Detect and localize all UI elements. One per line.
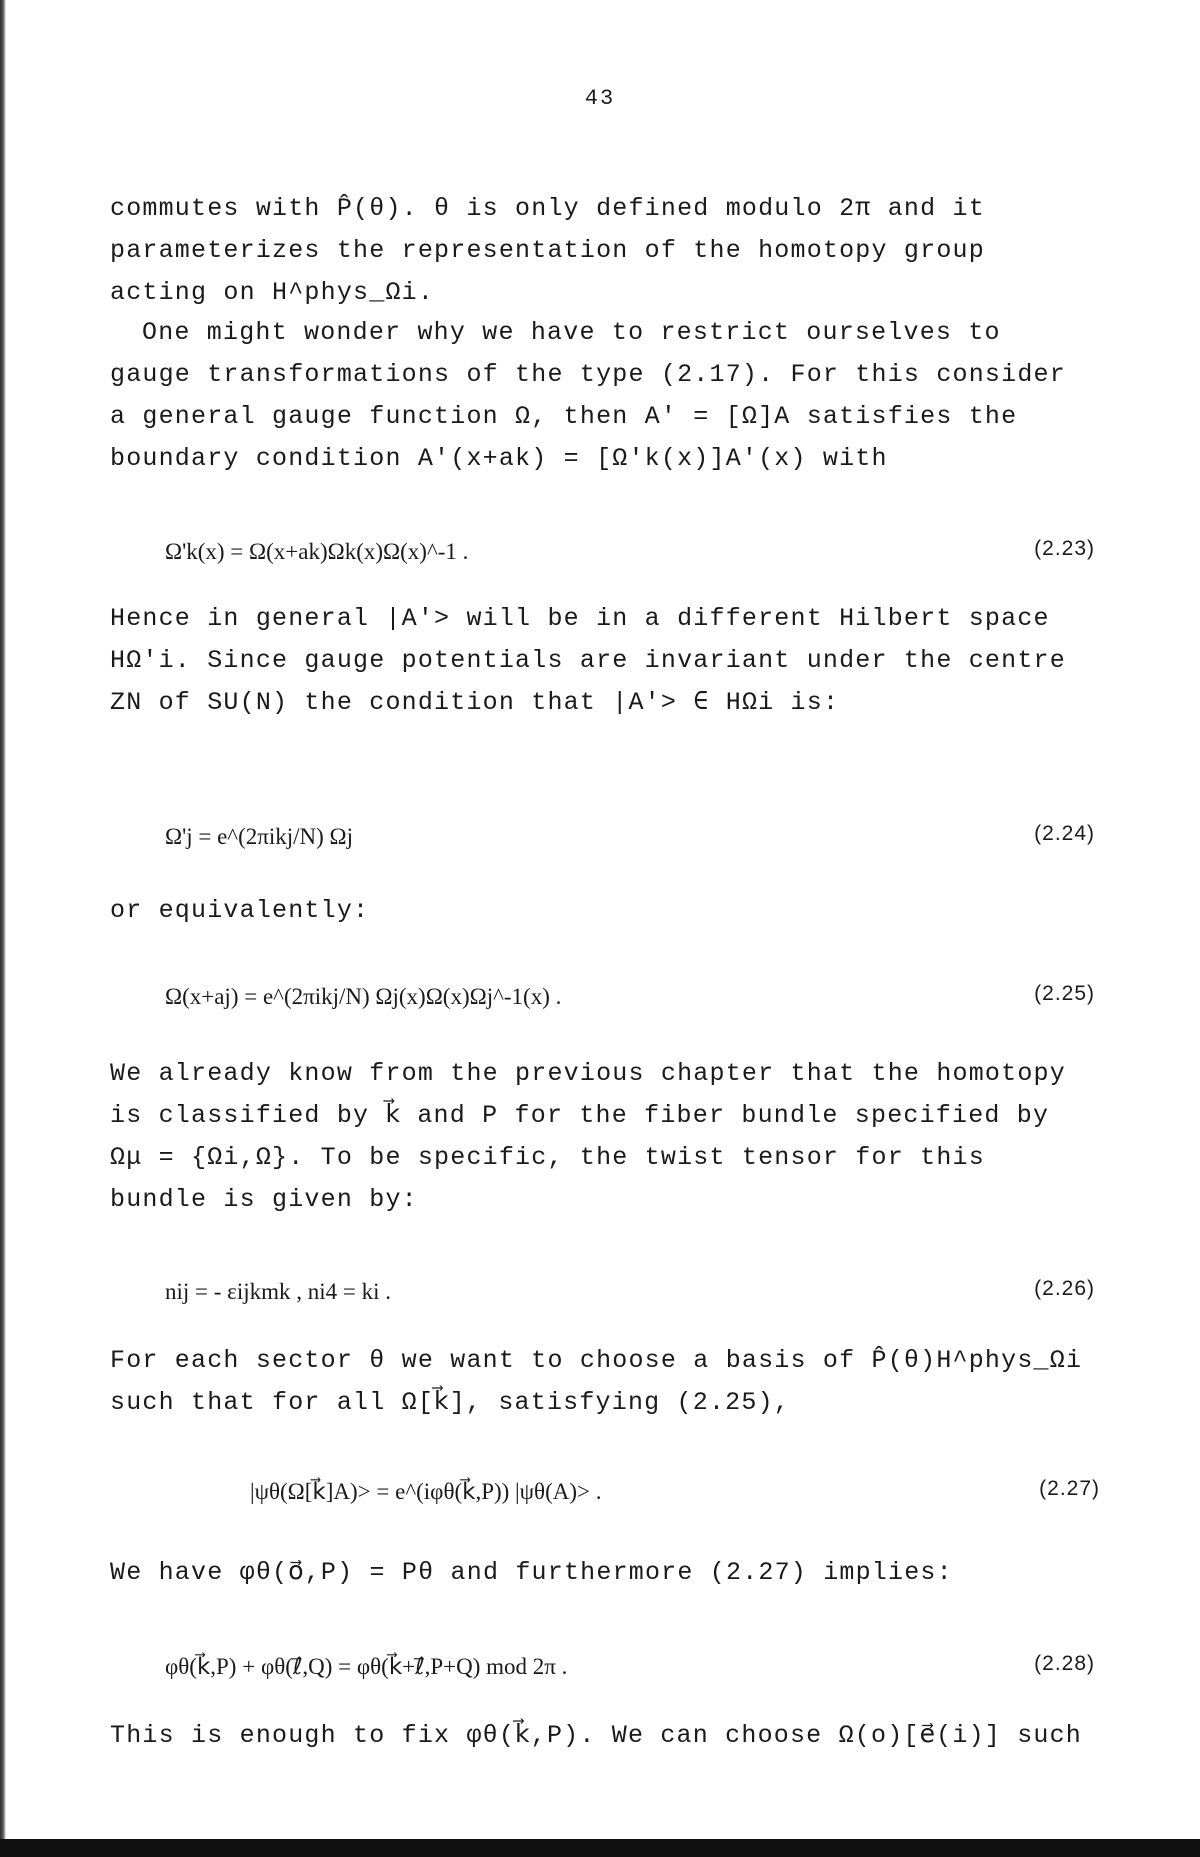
text-line: parameterizes the representation of the homotopy group (110, 236, 985, 265)
text-line: We have φθ(o⃗,P) = Pθ and furthermore (2.27) implies: (110, 1558, 953, 1587)
paragraph-2 (110, 312, 1110, 480)
text-line: ZN of SU(N) the condition that |A'> ∈ HΩi is: (110, 688, 840, 717)
text-line: is classified by k⃗ and P for the fiber bundle specified by (110, 1101, 1050, 1130)
equation-expression: |ψθ(Ω[k⃗]A)> = e^(iφθ(k⃗,P)) |ψθ(A)> . (250, 1479, 602, 1504)
text-line: commutes with P̂(θ). θ is only defined modulo 2π and it (110, 194, 985, 223)
text-line: boundary condition A'(x+ak) = [Ω'k(x)]A'(x) with (110, 444, 888, 473)
text-line: We already know from the previous chapter that the homotopy (110, 1059, 1066, 1088)
paragraph-8 (110, 1715, 1110, 1757)
text-line: such that for all Ω[k⃗], satisfying (2.25), (110, 1388, 790, 1417)
equation-expression: Ω'j = e^(2πikj/N) Ωj (165, 824, 354, 849)
paragraph-5 (110, 1053, 1110, 1221)
text-line: HΩ'i. Since gauge potentials are invariant under the centre (110, 646, 1066, 675)
text-line: One might wonder why we have to restrict ourselves to (142, 318, 1001, 347)
paragraph-6 (110, 1340, 1110, 1424)
equation-number: (2.25) (1034, 982, 1095, 1005)
equation-2-23 (165, 505, 1095, 575)
paragraph-3 (110, 598, 1110, 724)
equation-expression: φθ(k⃗,P) + φθ(ℓ⃗,Q) = φθ(k⃗+ℓ⃗,P+Q) mod 2π . (165, 1654, 568, 1679)
equation-number: (2.24) (1034, 822, 1095, 845)
equation-2-28 (165, 1620, 1095, 1690)
page-number: 43 (584, 86, 616, 111)
text-line: Ωμ = {Ωi,Ω}. To be specific, the twist tensor for this (110, 1143, 985, 1172)
text-line: acting on H^phys_Ωi. (110, 278, 435, 307)
equation-expression: nij = - εijkmk , ni4 = ki . (165, 1279, 391, 1304)
equation-number: (2.27) (1039, 1477, 1100, 1500)
paragraph-4 (110, 890, 1110, 932)
equation-2-26 (165, 1245, 1095, 1315)
equation-number: (2.26) (1034, 1277, 1095, 1300)
equation-expression: Ω(x+aj) = e^(2πikj/N) Ωj(x)Ω(x)Ωj^-1(x) . (165, 984, 562, 1009)
text-line: Hence in general |A'> will be in a different Hilbert space (110, 604, 1050, 633)
page-bottom-edge (0, 1839, 1200, 1857)
equation-number: (2.23) (1034, 537, 1095, 560)
text-line: gauge transformations of the type (2.17). For this consider (110, 360, 1066, 389)
text-line: For each sector θ we want to choose a basis of P̂(θ)H^phys_Ωi (110, 1346, 1083, 1375)
text-line: or equivalently: (110, 896, 370, 925)
text-line: bundle is given by: (110, 1185, 418, 1214)
equation-2-27 (250, 1445, 1100, 1515)
text-line: a general gauge function Ω, then A' = [Ω]A satisfies the (110, 402, 1018, 431)
equation-2-24 (165, 790, 1095, 860)
paragraph-1 (110, 188, 1110, 314)
equation-number: (2.28) (1034, 1652, 1095, 1675)
text-line: This is enough to fix φθ(k⃗,P). We can choose Ω(o)[e⃗(i)] such (110, 1721, 1082, 1750)
equation-2-25 (165, 950, 1095, 1020)
page-left-edge (0, 0, 6, 1857)
paragraph-7 (110, 1552, 1110, 1594)
equation-expression: Ω'k(x) = Ω(x+ak)Ωk(x)Ω(x)^-1 . (165, 539, 469, 564)
